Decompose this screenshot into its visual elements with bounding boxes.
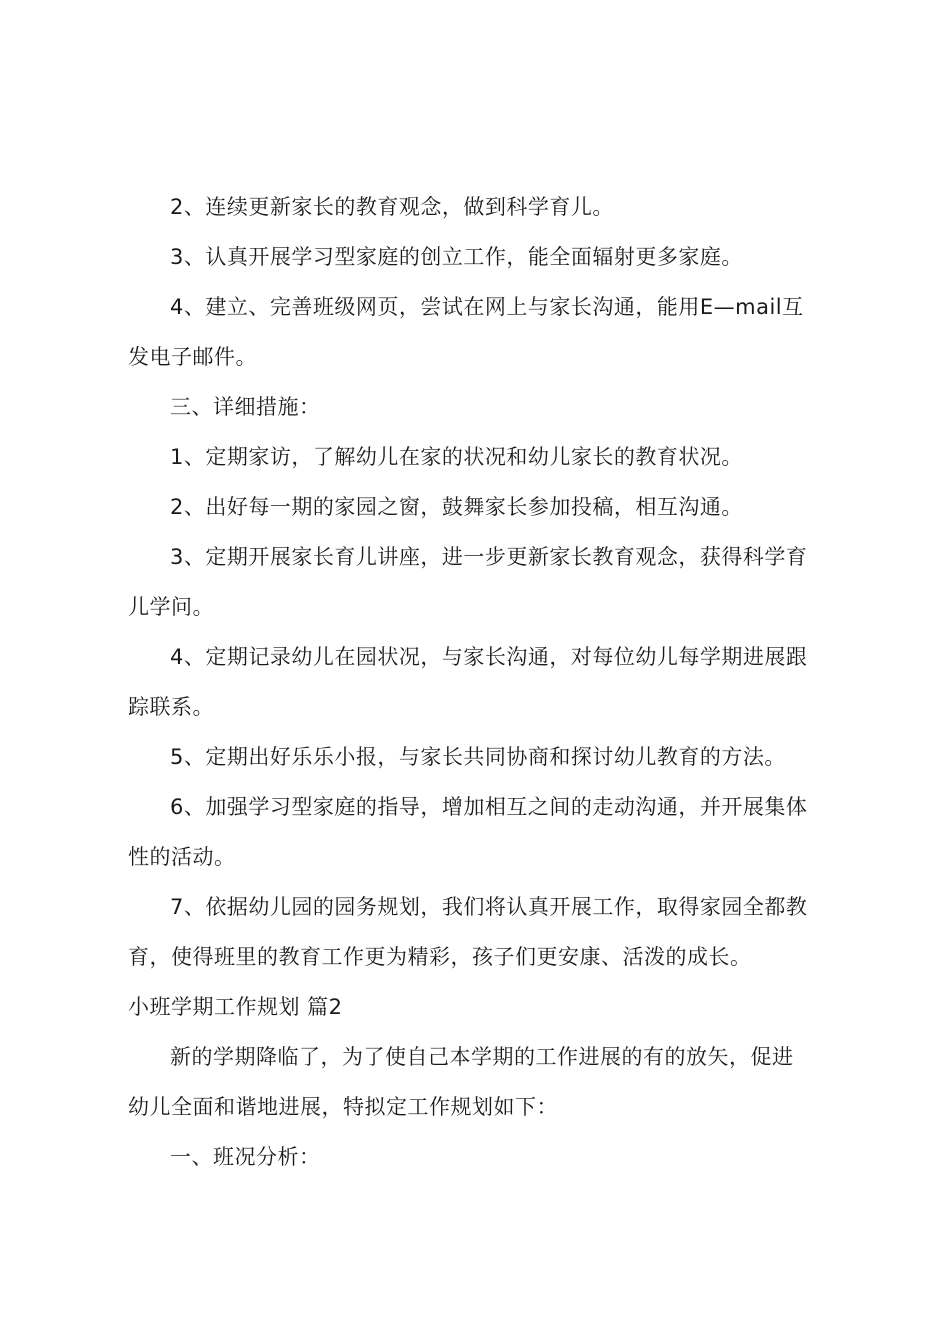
paragraph-measure-3-line1: 3、定期开展家长育儿讲座，进一步更新家长教育观念，获得科学育	[170, 545, 808, 569]
paragraph-goal-4-line1: 4、建立、完善班级网页，尝试在网上与家长沟通，能用E—mail互	[170, 295, 804, 319]
paragraph-measure-3-line2: 儿学问。	[128, 595, 214, 619]
paragraph-measure-1: 1、定期家访，了解幼儿在家的状况和幼儿家长的教育状况。	[170, 445, 743, 469]
paragraph-measure-4-line1: 4、定期记录幼儿在园状况，与家长沟通，对每位幼儿每学期进展跟	[170, 645, 808, 669]
paragraph-measure-5: 5、定期出好乐乐小报，与家长共同协商和探讨幼儿教育的方法。	[170, 745, 786, 769]
paragraph-intro-line2: 幼儿全面和谐地进展，特拟定工作规划如下：	[128, 1095, 558, 1119]
paragraph-measure-4-line2: 踪联系。	[128, 695, 214, 719]
paragraph-measure-6-line2: 性的活动。	[128, 845, 236, 869]
paragraph-measure-7-line1: 7、依据幼儿园的园务规划，我们将认真开展工作，取得家园全都教	[170, 895, 808, 919]
paragraph-measure-2: 2、出好每一期的家园之窗，鼓舞家长参加投稿，相互沟通。	[170, 495, 743, 519]
article-title-2: 小班学期工作规划 篇2	[128, 995, 343, 1019]
paragraph-intro-line1: 新的学期降临了，为了使自己本学期的工作进展的有的放矢，促进	[170, 1045, 794, 1069]
paragraph-goal-3: 3、认真开展学习型家庭的创立工作，能全面辐射更多家庭。	[170, 245, 743, 269]
paragraph-measure-6-line1: 6、加强学习型家庭的指导，增加相互之间的走动沟通，并开展集体	[170, 795, 808, 819]
section-heading-class-analysis: 一、班况分析：	[170, 1145, 321, 1169]
paragraph-goal-2: 2、连续更新家长的教育观念，做到科学育儿。	[170, 195, 614, 219]
paragraph-goal-4-line2: 发电子邮件。	[128, 345, 257, 369]
paragraph-measure-7-line2: 育，使得班里的教育工作更为精彩，孩子们更安康、活泼的成长。	[128, 945, 752, 969]
section-heading-measures: 三、详细措施：	[170, 395, 321, 419]
